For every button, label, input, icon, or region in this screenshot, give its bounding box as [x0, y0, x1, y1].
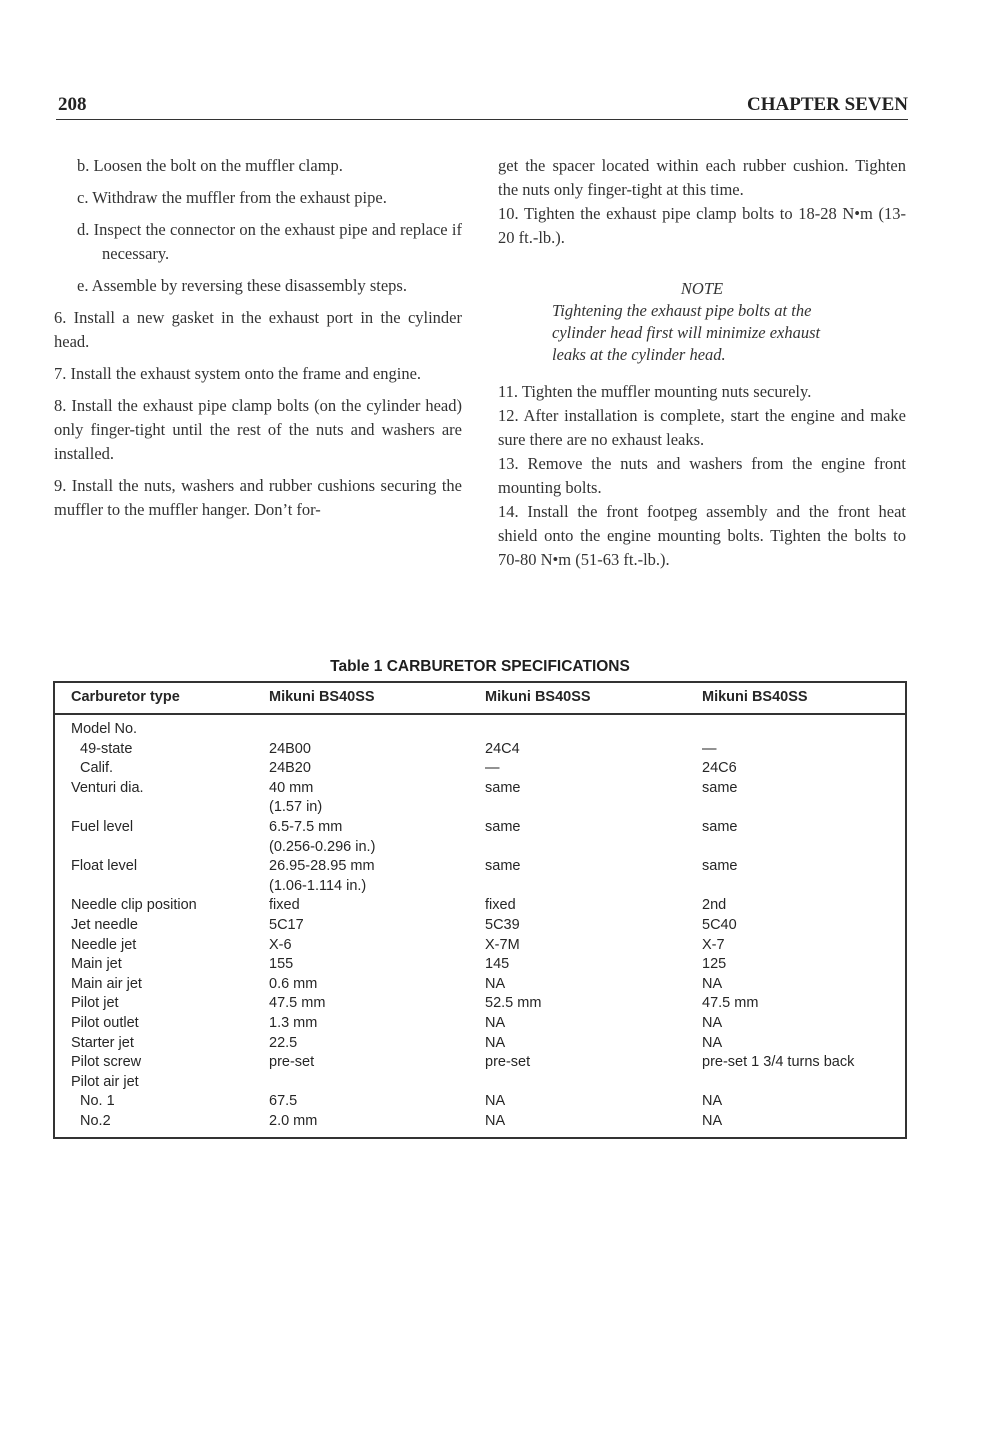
table-cell: 5C39 [485, 916, 520, 933]
note-title: NOTE [680, 279, 724, 298]
table-row [55, 994, 905, 1014]
table-cell: 145 [485, 956, 510, 973]
step-paragraph: 11. Tighten the muffler mounting nuts securely. [498, 382, 812, 401]
table-cell: fixed [485, 897, 516, 914]
table-row [55, 720, 905, 740]
header-rule [56, 119, 908, 120]
sub-step-text: e. Assemble by reversing these disassembly steps. [77, 276, 407, 295]
row-label: Jet needle [71, 916, 138, 933]
row-label: No. 1 [80, 1093, 115, 1110]
chapter-title: CHAPTER SEVEN [747, 94, 908, 115]
table-cell: pre-set [269, 1054, 315, 1071]
table-cell: same [702, 818, 738, 835]
table-cell: — [485, 760, 500, 777]
step-paragraph: get the spacer located within each rubber cushion. Tighten the nuts only finger-tight at this time. [498, 156, 906, 199]
row-label: Fuel level [71, 818, 134, 835]
step-paragraph: 7. Install the exhaust system onto the frame and engine. [54, 364, 422, 383]
table-cell: same [702, 858, 738, 875]
table-header-cell: Mikuni BS40SS [485, 689, 591, 705]
table-cell: 2nd [702, 897, 727, 914]
table-row [55, 818, 905, 838]
table-cell: 24C4 [485, 740, 520, 757]
table-cell: X-6 [269, 936, 292, 953]
table-header-cell: Carburetor type [71, 689, 180, 705]
left-column [54, 154, 462, 530]
table-cell: 6.5-7.5 mm [269, 818, 343, 835]
table-cell: 47.5 mm [269, 995, 326, 1012]
table-cell: 155 [269, 956, 294, 973]
table-cell: same [485, 818, 521, 835]
table-cell: 26.95-28.95 mm [269, 858, 375, 875]
table-cell: 5C40 [702, 916, 737, 933]
row-label: 49-state [80, 740, 133, 757]
sub-step-text: c. Withdraw the muffler from the exhaust pipe. [77, 188, 387, 207]
table-header-row [55, 683, 905, 715]
table-row [55, 1053, 905, 1073]
table-caption: Table 1 CARBURETOR SPECIFICATIONS [330, 658, 630, 675]
row-label: Float level [71, 858, 138, 875]
step-paragraph: 14. Install the front footpeg assembly and the front heat shield onto the engine mounting bolts. Tighten the bolts to 70-80 N•m (51-63 ft.-lb.). [498, 502, 906, 569]
table-cell: same [485, 779, 521, 796]
row-label: Calif. [80, 760, 114, 777]
table-cell: NA [485, 1034, 506, 1051]
row-label: Starter jet [71, 1034, 134, 1051]
table-cell: (1.57 in) [269, 799, 323, 816]
table-body [55, 720, 905, 1131]
table-row [55, 1073, 905, 1093]
table-cell: X-7 [702, 936, 725, 953]
table-cell: 24C6 [702, 760, 737, 777]
table-cell: 5C17 [269, 916, 304, 933]
table-row [55, 916, 905, 936]
table-row [55, 896, 905, 916]
row-label: Venturi dia. [71, 779, 144, 796]
step-paragraph: 6. Install a new gasket in the exhaust port in the cylinder head. [54, 308, 462, 351]
row-label: Pilot jet [71, 995, 119, 1012]
table-cell: NA [485, 1093, 506, 1110]
table-cell: 47.5 mm [702, 995, 759, 1012]
table-cell: NA [702, 1093, 723, 1110]
table-header-cell: Mikuni BS40SS [702, 689, 808, 705]
row-label: Pilot outlet [71, 1014, 139, 1031]
table-row [55, 1014, 905, 1034]
table-cell: 1.3 mm [269, 1014, 318, 1031]
step-paragraph: 12. After installation is complete, start the engine and make sure there are no exhaust leaks. [498, 406, 906, 449]
table-cell: 67.5 [269, 1093, 298, 1110]
row-label: Pilot air jet [71, 1073, 139, 1090]
table-cell: 22.5 [269, 1034, 298, 1051]
table-row [55, 936, 905, 956]
sub-step-text: b. Loosen the bolt on the muffler clamp. [77, 156, 343, 175]
sub-step-text: d. Inspect the connector on the exhaust pipe and replace if necessary. [77, 220, 462, 263]
table-cell: NA [702, 975, 723, 992]
table-cell: same [485, 858, 521, 875]
table-row [55, 1092, 905, 1112]
table-row [55, 779, 905, 799]
table-cell: same [702, 779, 738, 796]
step-paragraph: 8. Install the exhaust pipe clamp bolts (on the cylinder head) only finger-tight until the rest of the nuts and washers are installed. [54, 396, 462, 463]
row-label: No.2 [80, 1112, 111, 1129]
table-row [55, 838, 905, 858]
table-row [55, 798, 905, 818]
table-cell: 52.5 mm [485, 995, 542, 1012]
table-cell: 40 mm [269, 779, 314, 796]
table-row [55, 1034, 905, 1054]
table-cell: 24B00 [269, 740, 311, 757]
right-column [498, 154, 906, 572]
table-row [55, 740, 905, 760]
note-body: Tightening the exhaust pipe bolts at the cylinder head first will minimize exhaust leaks at the cylinder head. [552, 301, 821, 364]
row-label: Model No. [71, 721, 138, 737]
table-row [55, 759, 905, 779]
table-cell: (1.06-1.114 in.) [269, 877, 367, 894]
table-row [55, 877, 905, 897]
table-cell: fixed [269, 897, 300, 914]
table-cell: pre-set [485, 1054, 531, 1071]
row-label: Needle jet [71, 936, 137, 953]
carburetor-spec-table [53, 681, 907, 1139]
table-cell: 125 [702, 956, 727, 973]
table-cell: NA [702, 1014, 723, 1031]
row-label: Pilot screw [71, 1054, 142, 1071]
table-header-cell: Mikuni BS40SS [269, 689, 375, 705]
table-cell: NA [485, 1014, 506, 1031]
table-cell: X-7M [485, 936, 520, 953]
table-cell: — [702, 740, 717, 757]
table-cell: 24B20 [269, 760, 311, 777]
table-cell: NA [702, 1034, 723, 1051]
row-label: Needle clip position [71, 897, 197, 914]
table-cell: NA [485, 975, 506, 992]
step-paragraph: 13. Remove the nuts and washers from the engine front mounting bolts. [498, 454, 906, 497]
table-row [55, 857, 905, 877]
table-cell: (0.256-0.296 in.) [269, 838, 376, 855]
note-box [498, 278, 906, 366]
table-cell: pre-set 1 3/4 turns back [702, 1054, 855, 1071]
table-row [55, 955, 905, 975]
row-label: Main air jet [71, 975, 142, 992]
page-number: 208 [58, 94, 87, 115]
table-row [55, 975, 905, 995]
step-paragraph: 9. Install the nuts, washers and rubber cushions securing the muffler to the muffler hanger. Don’t for- [54, 476, 462, 519]
table-row [55, 1112, 905, 1132]
table-cell: NA [485, 1112, 506, 1129]
table-cell: 2.0 mm [269, 1112, 318, 1129]
row-label: Main jet [71, 956, 122, 973]
step-paragraph: 10. Tighten the exhaust pipe clamp bolts to 18-28 N•m (13-20 ft.-lb.). [498, 204, 906, 247]
table-cell: 0.6 mm [269, 975, 318, 992]
table-cell: NA [702, 1112, 723, 1129]
